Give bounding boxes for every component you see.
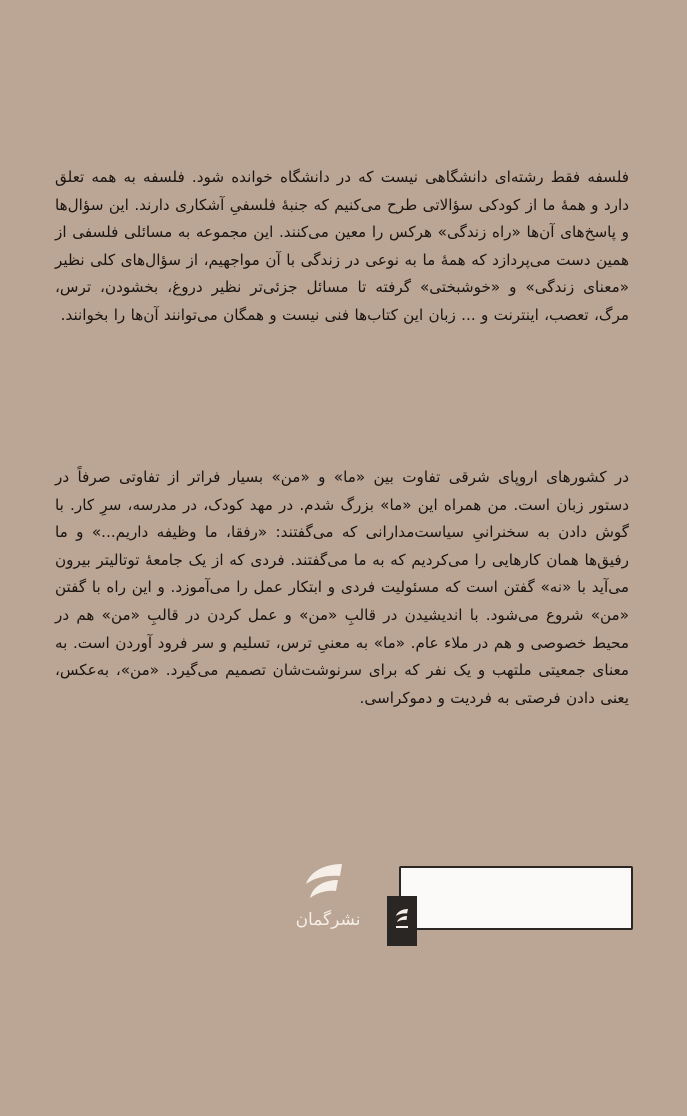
publisher-logo-icon bbox=[290, 858, 366, 914]
barcode-area bbox=[387, 866, 633, 946]
barcode-publisher-tab bbox=[387, 896, 417, 946]
barcode-label bbox=[399, 866, 633, 930]
blurb-paragraph-1 bbox=[55, 164, 629, 330]
blurb-paragraph-1-text: فلسفه فقط رشته‌ای دانشگاهی نیست که در دانشگاه خوانده شود. فلسفه به همه تعلق دارد و همهٔ ما از کودکی سؤالاتی طرح می‌کنیم که جنبهٔ فلسفیِ آشکاری دارند. این سؤال‌ها و پاسخ‌های آن‌ها «راه زندگی» هرکس را معین می‌کنند. این مجموعه به مسائلی فلسفی از همین دست می‌پردازد که همهٔ ما به نوعی در زندگی با آن مواجهیم، از سؤال‌های کلی نظیر «معنای زندگی» و «خوشبختی» گرفته تا مسائل جزئی‌تر نظیر دروغ، بخشودن، ترس، مرگ، تعصب، اینترنت و ... زبان این کتاب‌ها فنی نیست و همگان می‌توانند آن‌ها را بخوانند. bbox=[55, 168, 629, 324]
publisher-logo bbox=[290, 858, 366, 946]
blurb-paragraph-2 bbox=[55, 464, 629, 712]
publisher-name: نشرگمان bbox=[295, 910, 361, 930]
blurb-paragraph-2-text: در کشورهای اروپای شرقی تفاوت بین «ما» و «من» بسیار فراتر از تفاوتی صرفاً در دستور زبان است. من همراه این «ما» بزرگ شدم. در مهد کودک، در مدرسه، سرِ کار. با گوش دادن به سخنرانیِ سیاست‌مدارانی که می‌گفتند: «رفقا، ما وظیفه داریم...» و ما رفیق‌ها همان کارهایی را می‌کردیم که به ما می‌گفتند. فردی که از یک جامعهٔ توتالیتر بیرون می‌آید با «نه» گفتن است که مسئولیت فردی و ابتکار عمل را می‌آموزد. و این راه با گفتن «من» شروع می‌شود. با اندیشیدن در قالبِ «من» و عمل کردن در قالبِ «من» هم در محیط خصوصی و هم در ملاء عام. «ما» به معنیِ ترس، تسلیم و سر فرود آوردن است. به معنای جمعیتی ملتهب و یک نفر که برای سرنوشت‌شان تصمیم می‌گیرد. «من»، به‌عکس، یعنی دادن فرصتی به فردیت و دموکراسی. bbox=[55, 468, 629, 707]
publisher-mini-logo-icon bbox=[393, 906, 411, 936]
